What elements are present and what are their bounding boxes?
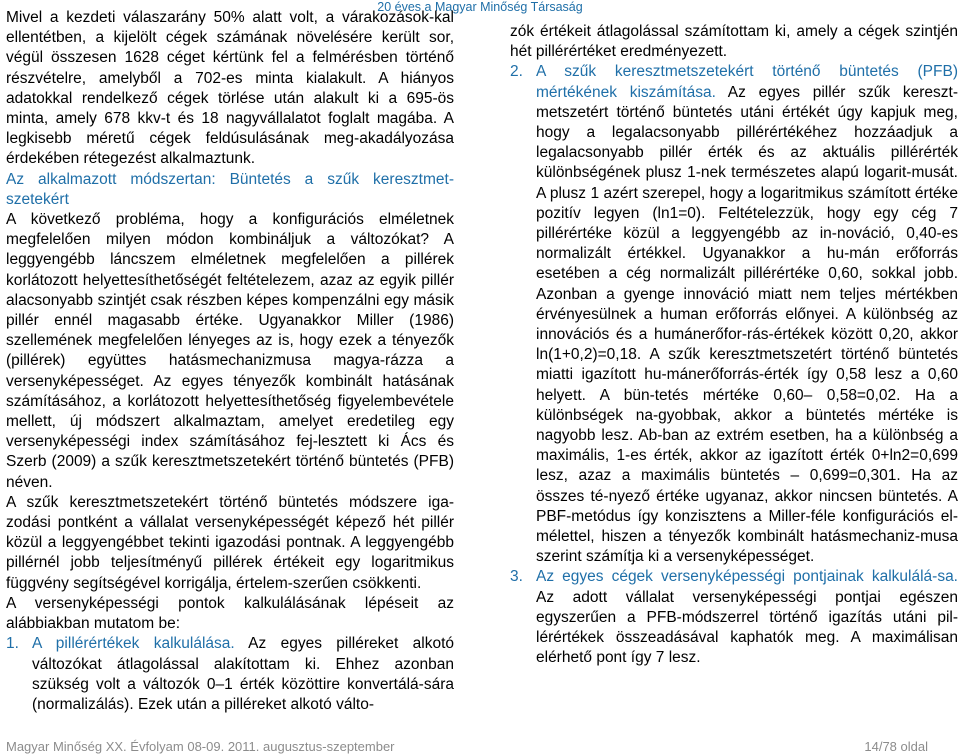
list-item-text: Az egyes pilléreket alkotó változókat átlagolással alakítottam ki. Ehhez azonban szükség volt a változók 0–1 érték közöttire konvertálá-sára (normalizálás). Ezek után a pilléreket alkotó válto- xyxy=(32,635,454,713)
page-number: 14/78 oldal xyxy=(864,739,928,754)
body-paragraph: A versenyképességi pontok kalkulálásának lépéseit az alábbiakban mutatom be: xyxy=(6,594,454,633)
intro-paragraph: Mivel a kezdeti válaszarány 50% alatt volt, a várakozások-kal ellentétben, a kijelölt cégek számának növelésére került sor, végül összesen 1628 céget kértünk fel a felmérésben történő részvételre, amelyből a 702-es minta kialakult. A hiányos adatokkal rendelkező cégek törlése után alakult ki a 695-ös minta, amely 678 kkv-t és 18 nagyvállalatot foglalt magába. A legkisebb méretű cégek feldúsulásának meg-akadályozása érdekében rétegezést alkalmaztunk. xyxy=(6,9,454,168)
list-item xyxy=(510,62,958,567)
list-item-text: Az egyes pillér szűk kereszt-metszetért történő büntetés utáni értékét úgy kapjuk meg, hogy a legalacsonyabb pillérértékéhez hozzáadjuk a legalacsonyabb pillér érték és az aktuális pillérérték különbségének plusz 1-nek természetes alapú logarit-musát. A plusz 1 azért szerepel, hogy a logaritmikus számított értéke pozitív legyen (ln1=0). Feltételezzük, hogy egy cég 7 pillérértéke közül a leggyengébb az in-nováció, 0,40-es normalizált értékkel. Ugyanakkor a hu-mán erőforrás esetében a cég normalizált pillérértéke 0,60, sokkal jobb. Azonban a gyenge innováció miatt nem teljes mértékben érvényesülnek a human erőforrás előnyei. A különbség az innovációs és a humánerőfor-rás-értékek között 0,20, akkor ln(1+0,2)=0,18. A szűk keresztmetszetért történő büntetés miatti igazított hu-mánerőforrás-érték így 0,58 lesz a 0,60 helyett. A bün-tetés mértéke 0,60– 0,58=0,02. Ha a különbségek na-gyobbak, akkor a büntetés mértéke is nagyobb lesz. Ab-ban az extrém esetben, ha a különbség a maximális, 1-es érték, akkor az igazított érték 0+ln2=0,699 lesz, azaz a maximális büntetés – 0,699=0,301. Ha az összes té-nyező értéke ugyanaz, akkor nincsen büntetés. A PBF-metódus így konzisztens a Miller-féle konfigurációs el-mélettel, hiszen a tényezők kombinált hatásmechaniz-musa szerint számítja ki a versenyképességet. xyxy=(536,83,958,566)
list-item-title: A pillérértékek kalkulálása. xyxy=(32,635,235,653)
left-column xyxy=(6,8,454,715)
list-item-text: Az adott vállalat versenyképességi pontjai egészen egyszerűen a PFB-módszerrel történő igazítás utáni pil-lérértékek összeadásával kaphatók meg. A maximálisan elérhető pont így 7 lesz. xyxy=(536,588,958,667)
continued-paragraph: zók értékeit átlagolással számítottam ki, amely a cégek szintjén hét pillérértéket eredményezett. xyxy=(510,23,958,61)
list-item-title: Az egyes cégek versenyképességi pontjainak kalkulálá-sa. xyxy=(536,568,958,586)
journal-info: Magyar Minőség XX. Évfolyam 08-09. 2011. augusztus-szeptember xyxy=(6,739,395,754)
right-column xyxy=(510,22,958,669)
body-paragraph: A következő probléma, hogy a konfigurációs elméletnek megfelelően milyen módon kombináljuk a változókat? A leggyengébb láncszem elméletnek megfelelően a pillérek korlátozott helyettesíthetőségét feltételezem, azaz az egyik pillér alacsonyabb szintjét csak részben képes kompenzálni egy másik pillér ennél magasabb értéke. Ugyanakkor Miller (1986) szellemének megfelelően lényeges az is, hogy ezek a tényezők (pillérek) együttes hatásmechanizmusa magya-rázza a versenyképességet. Az egyes tényezők kombinált hatásának számításához, a korlátozott helyettesíthetőség figyelembevétele mellett, új módszert alkalmaztam, amelyet eredetileg egy versenyképességi index számításához fej-lesztett ki Ács és Szerb (2009) a szűk keresztmetszetekért történő büntetés (PFB) néven. xyxy=(6,211,454,491)
running-header: 20 éves a Magyar Minőség Társaság xyxy=(377,0,583,14)
body-paragraph: A szűk keresztmetszetekért történő büntetés módszere iga-zodási pontként a vállalat versenyképességét képező hét pillér közül a leggyengébbet tekinti igazodási pontnak. A leggyengébb pillérnél jobb teljesítményű pillérek értékeit egy logaritmikus függvény segítségével korrigálja, értelem-szerűen csökkenti. xyxy=(6,493,454,592)
list-item xyxy=(510,567,958,668)
list-item-title: A szűk keresztmetszetekért történő büntetés (PFB) mértékének kiszámítása. xyxy=(536,63,958,101)
section-heading: Az alkalmazott módszertan: Büntetés a szűk keresztmet-szetekért xyxy=(6,170,454,208)
list-item xyxy=(6,634,454,715)
list-item-number: 2. xyxy=(510,63,523,81)
list-item-number: 3. xyxy=(510,568,523,586)
page-footer xyxy=(0,739,960,754)
list-item-number: 1. xyxy=(6,635,19,653)
